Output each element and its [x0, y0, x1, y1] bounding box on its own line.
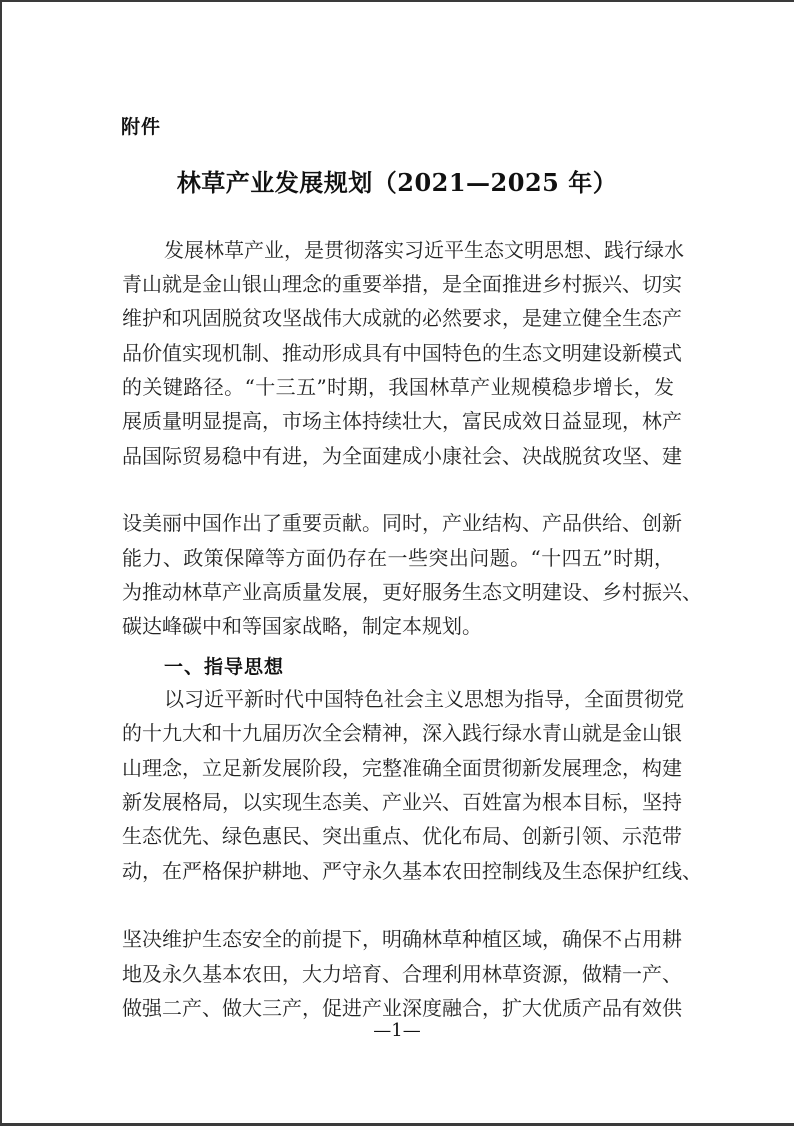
document-title: 林草产业发展规划（2021—2025 年）: [176, 168, 618, 197]
paragraph-line: 维护和巩固脱贫攻坚战伟大成就的必然要求，是建立健全生态产: [122, 306, 682, 330]
paragraph-line: 青山就是金山银山理念的重要举措，是全面推进乡村振兴、切实: [122, 272, 682, 296]
paragraph-line: 动，在严格保护耕地、严守永久基本农田控制线及生态保护红线、: [122, 859, 702, 883]
paragraph-line: 的十九大和十九届历次全会精神，深入践行绿水青山就是金山银: [122, 721, 682, 745]
page-number: —1—: [373, 1020, 421, 1041]
paragraph-line: 品价值实现机制、推动形成具有中国特色的生态文明建设新模式: [122, 341, 682, 365]
paragraph-line: 为推动林草产业高质量发展，更好服务生态文明建设、乡村振兴、: [122, 580, 702, 604]
section-heading: 一、指导思想: [164, 656, 285, 678]
paragraph-line: 地及永久基本农田，大力培育、合理利用林草资源，做精一产、: [122, 962, 682, 986]
paragraph-line: 品国际贸易稳中有进，为全面建成小康社会、决战脱贫攻坚、建: [122, 444, 682, 468]
paragraph-line: 山理念，立足新发展阶段，完整准确全面贯彻新发展理念，构建: [122, 756, 682, 780]
paragraph-line: 的关键路径。“十三五”时期，我国林草产业规模稳步增长，发: [122, 375, 674, 399]
paragraph-line: 坚决维护生态安全的前提下，明确林草种植区域，确保不占用耕: [122, 927, 682, 951]
paragraph-line: 碳达峰碳中和等国家战略，制定本规划。: [122, 614, 482, 638]
paragraph-line: 能力、政策保障等方面仍存在一些突出问题。“十四五”时期，: [122, 546, 674, 570]
paragraph-line: 展质量明显提高，市场主体持续壮大，富民成效日益显现，林产: [122, 409, 682, 433]
paragraph-line: 新发展格局，以实现生态美、产业兴、百姓富为根本目标，坚持: [122, 790, 682, 814]
paragraph-line: 生态优先、绿色惠民、突出重点、优化布局、创新引领、示范带: [122, 824, 682, 848]
paragraph-line: 做强二产、做大三产，促进产业深度融合，扩大优质产品有效供: [122, 996, 682, 1020]
paragraph-line: 以习近平新时代中国特色社会主义思想为指导，全面贯彻党: [164, 687, 684, 711]
attachment-label: 附件: [121, 116, 162, 138]
paragraph-line: 发展林草产业，是贯彻落实习近平生态文明思想、践行绿水: [164, 238, 684, 262]
paragraph-line: 设美丽中国作出了重要贡献。同时，产业结构、产品供给、创新: [122, 511, 682, 535]
